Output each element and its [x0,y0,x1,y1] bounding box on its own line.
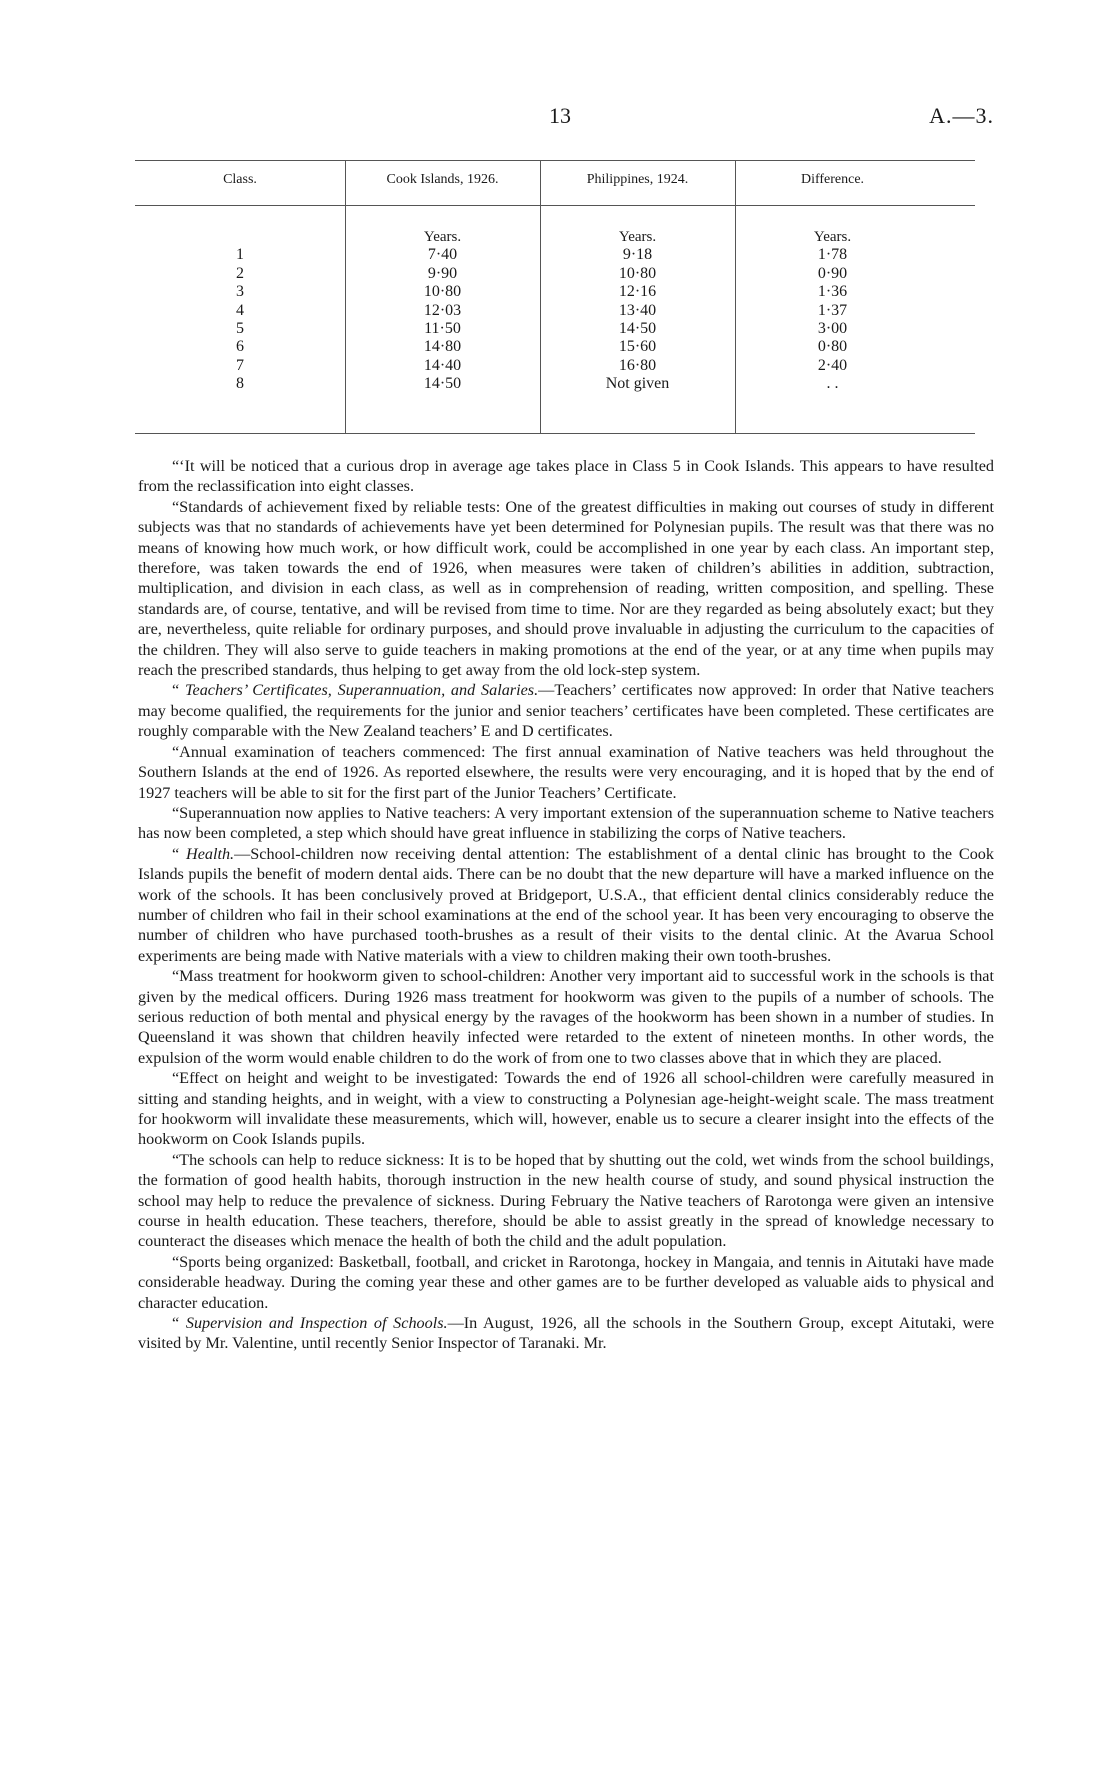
table-cell: 6 [236,338,244,356]
paragraph: “The schools can help to reduce sickness: It is to be hoped that by shutting out the cold, wet winds from the school buildings, the formation of good health habits, thorough instruction in the new health course of study, and sound physical instruction the school may help to reduce the prevalence of sickness. During February the Native teachers of Rarotonga were given an intensive course in health education. These teachers, therefore, should be able to assist greatly in the spread of knowledge necessary to counteract the diseases which menace the health of both the child and the adult population. [138,1150,994,1251]
header-difference: Difference. [800,172,865,187]
table-cell: 12·03 [423,301,462,319]
table-unit [135,228,345,246]
paragraph: “‘It will be noticed that a curious drop in average age takes place in Class 5 in Cook Islands. This appears to have resulted from the reclassification into eight classes. [138,457,994,496]
table-cell: 5 [236,319,244,337]
header-cook-islands: Cook Islands, 1926. [386,172,499,187]
column-philippines [540,228,735,394]
table-cell: 13·40 [618,301,657,319]
table-unit: Years. [618,229,657,245]
table-cell: 0·80 [817,338,848,356]
section-heading: Teachers’ Certificates, Superannuation, and Salaries. [185,681,539,700]
table-cell: 14·40 [423,356,462,374]
report-body [138,456,994,1354]
table-cell: 1·78 [817,246,848,264]
table-cell: 3·00 [817,319,848,337]
table-cell: 14·80 [423,338,462,356]
column-class [135,228,345,394]
paragraph: “Annual examination of teachers commenced: The first annual examination of Native teachers was held throughout the Southern Islands at the end of 1926. As reported elsewhere, the results were very encouraging, and it is hoped that by the end of 1927 teachers will be able to sit for the first part of the Junior Teachers’ Certificate. [138,742,994,802]
table-cell: 10·80 [618,264,657,282]
age-comparison-table [135,160,975,435]
table-unit: Years. [423,229,462,245]
table-top-rule [135,160,975,161]
column-difference [735,228,930,394]
paragraph [138,844,994,966]
paragraph-text: —Teachers’ certificates now approved: In order that Native teachers may become qualified, the requirements for the junior and senior teachers’ certificates have been completed. These certificates are roughly comparable with the New Zealand teachers’ E and D certificates. [138,681,994,741]
table-bottom-rule [135,433,975,434]
table-cell: 0·90 [817,264,848,282]
table-cell: 9·18 [622,246,653,264]
section-heading: Health. [186,844,235,863]
paragraph: “Effect on height and weight to be investigated: Towards the end of 1926 all school-children were carefully measured in sitting and standing heights, and in weight, with a view to constructing a Polynesian age-height-weight scale. The mass treatment for hookworm will invalidate these measurements, which will, however, enable us to secure a clearer insight into the effects of the hookworm on Cook Islands pupils. [138,1069,994,1149]
table-cell: 2·40 [817,356,848,374]
table-cell: 2 [236,264,244,282]
paragraph-text: —In August, 1926, all the schools in the Southern Group, except Aitutaki, were visited by Mr. Valentine, until recently Senior Inspector of Taranaki. Mr. [138,1314,995,1353]
quote-mark: “ [172,1314,186,1333]
paragraph [138,680,994,741]
column-cook-islands [345,228,540,394]
paragraph: “Mass treatment for hookworm given to school-children: Another very important aid to successful work in the schools is that given by the medical officers. During 1926 mass treatment for hookworm was given to the pupils of a number of schools. The serious reduction of both mental and physical energy by the ravages of the hookworm has been shown in a number of studies. In Queensland it was shown that children heavily infected were retarded to the extent of nineteen months. In other words, the expulsion of the worm would enable children to do the work of from one to two classes above that in which they are placed. [138,967,994,1067]
document-reference: A.—3. [929,103,994,128]
table-cell: 15·60 [618,338,657,356]
table-cell: 11·50 [424,319,461,337]
table-unit: Years. [813,229,852,245]
table-cell: 7 [236,356,244,374]
table-cell: 14·50 [423,375,462,393]
paragraph [138,1313,994,1354]
header-philippines: Philippines, 1924. [586,172,689,187]
table-cell: 10·80 [423,283,462,301]
table-cell: 9·90 [427,264,458,282]
table-cell: . . [826,375,839,393]
page-number: 13 [549,103,571,128]
header-class: Class. [223,172,257,187]
table-cell: 14·50 [618,319,657,337]
table-cell: Not given [605,375,670,393]
table-header-rule [135,205,975,206]
section-heading: Supervision and Inspection of Schools. [185,1314,448,1333]
paragraph: “Standards of achievement fixed by reliable tests: One of the greatest difficulties in making out courses of study in different subjects was that no standards of achievements have yet been determined for Polynesian pupils. The result was that there was no means of knowing how much work, or how difficult work, could be accomplished in one year by each class. An important step, therefore, was taken towards the end of 1926, when measures were taken of children’s abilities in addition, subtraction, multiplication, and division in each class, as well as in comprehension of reading, written composition, and spelling. These standards are, of course, tentative, and will be revised from time to time. Nor are they regarded as being absolutely exact; but they are, nevertheless, quite reliable for ordinary purposes, and should prove invaluable in adjusting the curriculum to the capacities of the children. They will also serve to guide teachers in making promotions at the end of the year, or at any time when pupils may reach the prescribed standards, thus helping to get away from the old lock-step system. [138,497,994,680]
table-cell: 7·40 [427,246,458,264]
table-cell: 1·36 [817,283,848,301]
table-cell: 8 [236,375,244,393]
table-cell: 4 [236,301,244,319]
quote-mark: “ [172,844,186,863]
paragraph: “Sports being organized: Basketball, football, and cricket in Rarotonga, hockey in Mangaia, and tennis in Aitutaki have made considerable headway. During the coming year these and other games are to be further developed as valuable aids to physical and character education. [138,1252,994,1312]
paragraph: “Superannuation now applies to Native teachers: A very important extension of the superannuation scheme to Native teachers has now been completed, a step which should have great influence in stabilizing the corps of Native teachers. [138,803,994,843]
table-cell: 1·37 [817,301,848,319]
table-cell: 1 [236,246,244,264]
table-cell: 12·16 [618,283,657,301]
table-cell: 3 [236,283,244,301]
paragraph-text: —School-children now receiving dental attention: The establishment of a dental clinic has brought to the Cook Islands pupils the benefit of modern dental aids. There can be no doubt that the new departure will have a marked influence on the work of the schools. It has been conclusively proved at Bridgeport, U.S.A., that efficient dental clinics considerably reduce the number of children who fail in their school examinations at the end of the school year. It has been very encouraging to observe the number of children who have purchased tooth-brushes as a result of their visits to the dental clinic. At the Avarua School experiments are being made with Native materials with a view to children making their own tooth-brushes. [138,844,994,965]
table-cell: 16·80 [618,356,657,374]
quote-mark: “ [172,681,185,700]
